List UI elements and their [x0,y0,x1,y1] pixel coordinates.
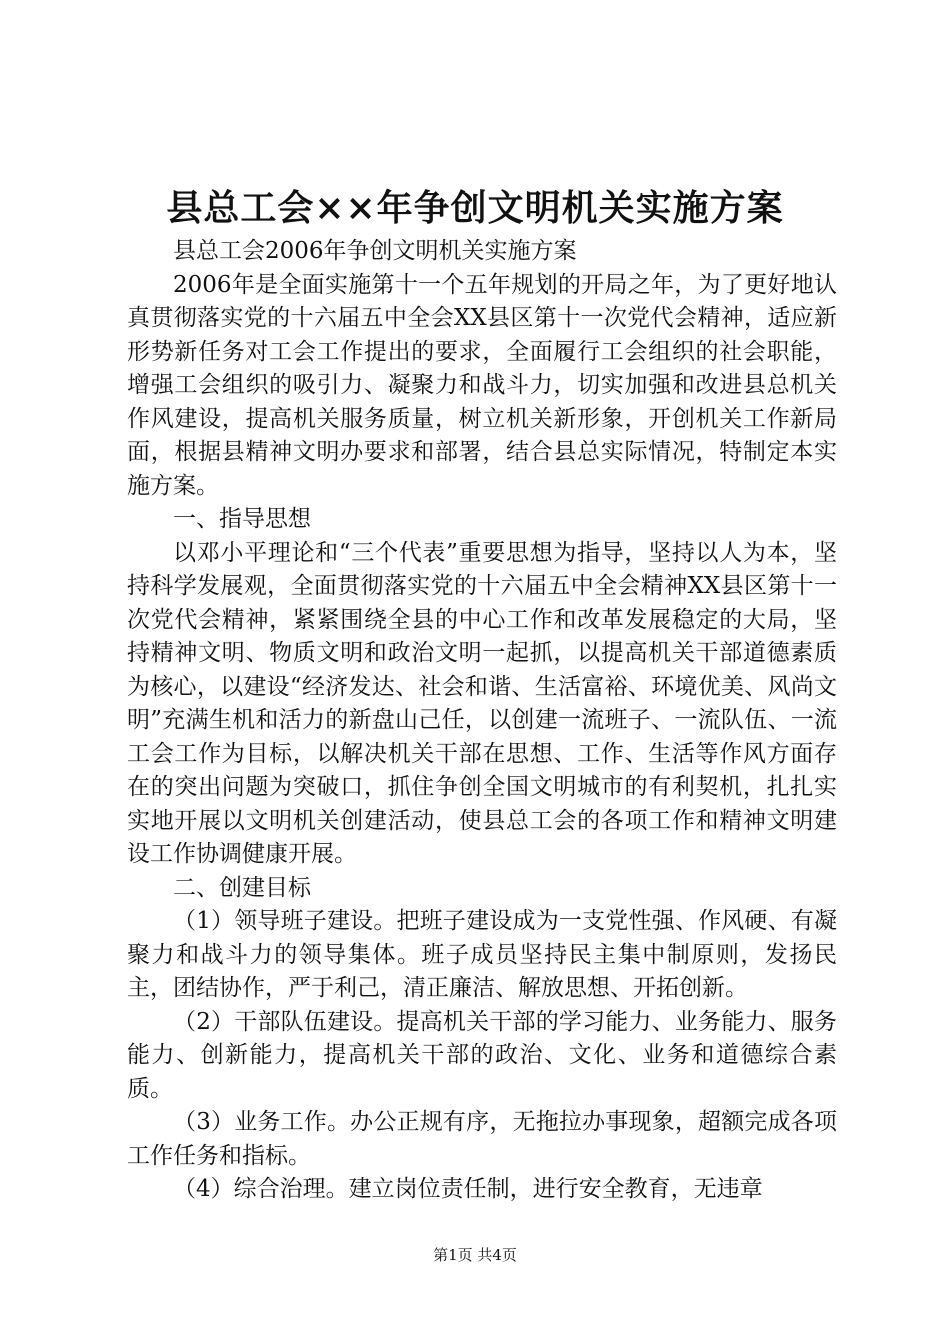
goal-item-cadre-team: （2）干部队伍建设。提高机关干部的学习能力、业务能力、服务能力、创新能力，提高机关干部的政治、文化、业务和道德综合素质。 [127,1008,837,1102]
document-title: 县总工会××年争创文明机关实施方案 [166,187,784,229]
goal-item-business-work: （3）业务工作。办公正规有序，无拖拉办事现象，超额完成各项工作任务和指标。 [127,1109,837,1169]
section-heading-guiding-thought: 一、指导思想 [173,506,311,532]
subtitle-paragraph: 县总工会2006年争创文明机关实施方案 [173,238,577,264]
document-body [127,235,837,1207]
guiding-thought-paragraph: 以邓小平理论和“三个代表”重要思想为指导，坚持以人为本，坚持科学发展观，全面贯彻落实党的十六届五中全会精神XX县区第十一次党代会精神，紧紧围绕全县的中心工作和改革发展稳定的大局，坚持精神文明、物质文明和政治文明一起抓，以提高机关干部道德素质为核心，以建设“经济发达、社会和谐、生活富裕、环境优美、风尚文明”充满生机和活力的新盘山己任，以创建一流班子、一流队伍、一流工会工作为目标，以解决机关干部在思想、工作、生活等作风方面存在的突出问题为突破口，抓住争创全国文明城市的有利契机，扎扎实实地开展以文明机关创建活动，使县总工会的各项工作和精神文明建设工作协调健康开展。 [127,539,837,867]
goal-item-leadership: （1）领导班子建设。把班子建设成为一支党性强、作风硬、有凝聚力和战斗力的领导集体。班子成员坚持民主集中制原则，发扬民主，团结协作，严于利己，清正廉洁、解放思想、开拓创新。 [127,908,837,1001]
page-number: 第1页 共4页 [433,1246,517,1264]
intro-paragraph: 2006年是全面实施第十一个五年规划的开局之年，为了更好地认真贯彻落实党的十六届五中全会XX县区第十一次党代会精神，适应新形势新任务对工会工作提出的要求，全面履行工会组织的社会职能，增强工会组织的吸引力、凝聚力和战斗力，切实加强和改进县总机关作风建设，提高机关服务质量，树立机关新形象，开创机关工作新局面，根据县精神文明办要求和部署，结合县总实际情况，特制定本实施方案。 [127,271,837,499]
goal-item-comprehensive-governance: （4）综合治理。建立岗位责任制，进行安全教育，无违章 [173,1176,763,1202]
section-heading-goals: 二、创建目标 [173,874,311,901]
